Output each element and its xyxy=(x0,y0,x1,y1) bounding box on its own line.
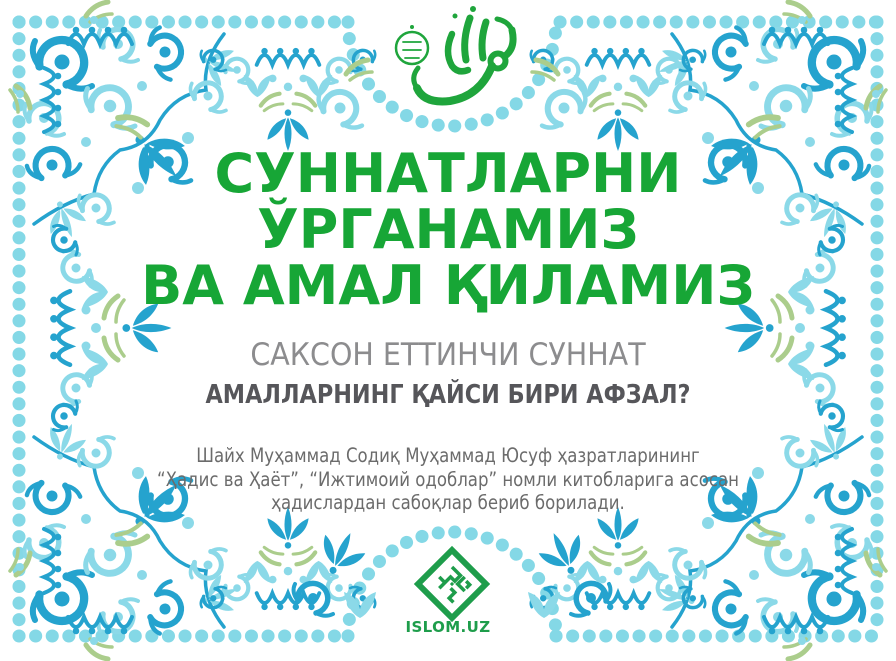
description xyxy=(67,444,829,515)
muhammad-calligraphy-icon xyxy=(396,6,513,101)
title-line-3: ВА АМАЛ ҚИЛАМИЗ xyxy=(141,254,755,317)
description-line-1: Шайх Муҳаммад Содиқ Муҳаммад Юсуф ҳазратларининг xyxy=(196,444,700,467)
edge-ornaments xyxy=(51,48,846,618)
title-line-2: ЎРГАНАМИЗ xyxy=(257,198,639,261)
description-line-2: “Ҳадис ва Ҳаёт”, “Ижтимоий одоблар” номли китобларига асосан xyxy=(157,467,739,491)
subtitle-sunnah-number: САКСОН ЕТТИНЧИ СУННАТ xyxy=(250,337,646,373)
kufic-logo-icon xyxy=(418,550,486,618)
title-line-1: СУННАТЛАРНИ xyxy=(214,142,682,205)
islomuz-logo-text: ISLOM.UZ xyxy=(405,618,491,636)
description-line-3: ҳадислардан сабоқлар бериб борилади. xyxy=(271,491,625,514)
poster-title xyxy=(0,142,896,317)
question-heading: АМАЛЛАРНИНГ ҚАЙСИ БИРИ АФЗАЛ? xyxy=(205,380,691,410)
